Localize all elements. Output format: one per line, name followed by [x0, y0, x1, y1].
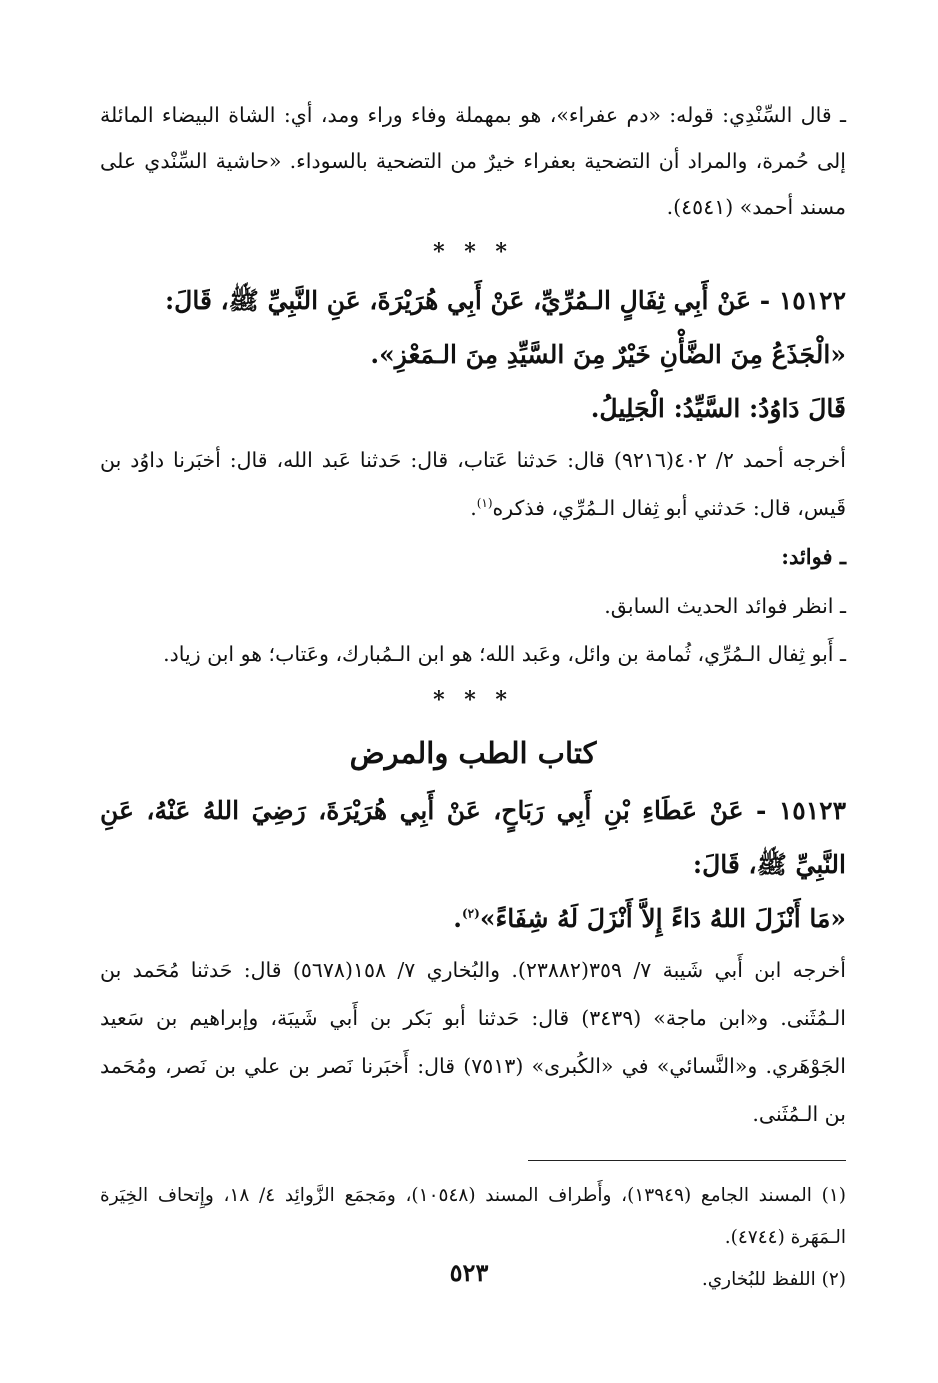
page-body [100, 92, 846, 1352]
section-separator: * * * [433, 239, 513, 265]
takhrij-15122: أخرجه أحمد ٢/ ٤٠٢(٩٢١٦) قال: حَدثنا عَتاب، قال: حَدثنا عَبد الله، قال: أخبَرنا داوُد بن قَيس، قال: حَدثني أبو ثِفال الـمُرِّي، فذكره$^{(١)}$. [100, 448, 846, 520]
fawaid-item-1: ـ انظر فوائد الحديث السابق. [604, 594, 846, 618]
footnote-ref-2: (٢) [461, 906, 480, 921]
takhrij-15122-text: أخرجه أحمد ٢/ ٤٠٢(٩٢١٦) قال: حَدثنا عَتاب، قال: حَدثنا عَبد الله، قال: أخبَرنا داوُد بن قَيس، قال: حَدثني أبو ثِفال الـمُرِّي، فذكره [100, 448, 846, 520]
section-separator: * * * [433, 687, 513, 713]
dawud-saying: قَالَ دَاوُدُ: السَّيِّدُ: الْجَلِيلُ. [590, 394, 846, 423]
fawaid-heading: ـ فوائد: [781, 544, 846, 569]
sindi-note: ـ قال السِّنْدِي: قوله: «دم عفراء»، هو بمهملة وفاء وراء ومد، أي: الشاة البيضاء المائلة إلى حُمرة، والمراد أن التضحية بعفراء خيرٌ من التضحية بالسوداء. «حاشية السِّنْدي على مسند أحمد» (٤٥٤١). [100, 103, 846, 219]
hadith-15123-isnad: ١٥١٢٣ - عَنْ عَطَاءِ بْنِ أَبِي رَبَاحٍ، عَنْ أَبِي هُرَيْرَةَ، رَضِيَ اللهُ عَنْهُ، عَنِ النَّبِيِّ ﷺ، قَالَ: [100, 796, 846, 879]
footnote-divider [528, 1160, 846, 1161]
hadith-15123-matn: «مَا أَنْزَلَ اللهُ دَاءً إِلاَّ أَنْزَلَ لَهُ شِفَاءً»$^{(٢)}$. [453, 904, 846, 933]
chapter-title: كتاب الطب والمرض [349, 736, 597, 770]
fawaid-item-2: ـ أَبو ثِفال الـمُرِّي، ثُمامة بن وائل، وعَبد الله؛ هو ابن الـمُبارك، وعَتاب؛ هو ابن زياد. [163, 642, 846, 666]
footnote-ref-1: (١) [476, 496, 493, 511]
takhrij-15123: أخرجه ابن أَبي شَيبة ٧/ ٣٥٩(٢٣٨٨٢). والبُخاري ٧/ ١٥٨(٥٦٧٨) قال: حَدثنا مُحَمد بن الـمُثَنى. و«ابن ماجة» (٣٤٣٩) قال: حَدثنا أبو بَكر بن أَبي شَيبَة، وإبراهيم بن سَعيد الجَوْهَري. و«النَّسائي» في «الكُبرى» (٧٥١٣) قال: أَخبَرنا نَصر بن علي بن نَصر، ومُحَمد بن الـمُثَنى. [100, 958, 846, 1126]
footnote-1: (١) المسند الجامع (١٣٩٤٩)، وأَطراف المسند (١٠٥٤٨)، ومَجمَع الزَّوائِد ٤/ ١٨، وإِتحاف الخِيَرة الـمَهَرة (٤٧٤٤). [100, 1185, 846, 1248]
hadith-15123-matn-text: «مَا أَنْزَلَ اللهُ دَاءً إِلاَّ أَنْزَلَ لَهُ شِفَاءً» [479, 904, 846, 933]
hadith-15122-isnad: ١٥١٢٢ - عَنْ أَبِي ثِفَالٍ الـمُرِّيِّ، عَنْ أَبِي هُرَيْرَةَ، عَنِ النَّبِيِّ ﷺ، قَالَ: [164, 286, 846, 315]
page-number: ٥٢٣ [449, 1258, 489, 1287]
hadith-15122-matn: «الْجَذَعُ مِنَ الضَّأْنِ خَيْرٌ مِنَ السَّيِّدِ مِنَ الـمَعْزِ». [370, 340, 846, 369]
footnote-2: (٢) اللفظ للبُخاري. [701, 1269, 846, 1290]
